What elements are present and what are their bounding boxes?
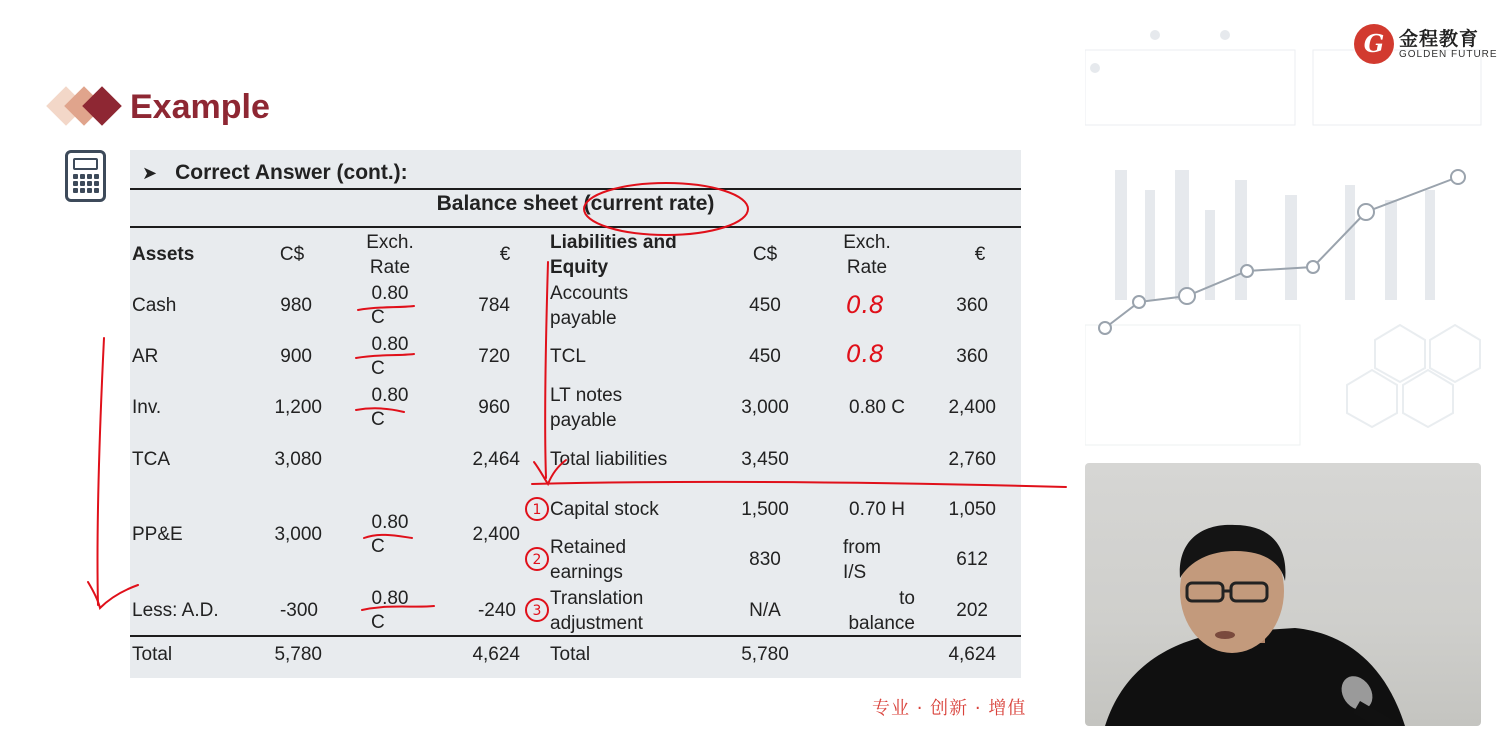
slide-title [44, 82, 270, 132]
liab-label-1: Accounts [550, 283, 629, 304]
handwritten-mark-3: 3 [532, 603, 542, 619]
liab-rate: 0.70 H [849, 499, 905, 520]
asset-label: Inv. [132, 397, 162, 418]
liab-label-1: Capital stock [550, 499, 659, 520]
asset-label: PP&E [132, 524, 183, 545]
asset-eur: 960 [478, 397, 510, 418]
asset-total-eur: 4,624 [472, 644, 520, 665]
asset-rate-top: 0.80 [371, 385, 409, 406]
liab-cs: 3,000 [741, 397, 789, 418]
handwritten-ap-rate: 0.8 [846, 291, 885, 319]
asset-total-label: Total [132, 644, 173, 665]
asset-label: TCA [132, 449, 170, 470]
liab-eur: 202 [956, 600, 988, 621]
assets-header-rate-2: Rate [369, 257, 411, 278]
liab-total-cs: 5,780 [741, 644, 789, 665]
divider-total [130, 635, 1021, 637]
liab-label-2: payable [550, 308, 617, 329]
liab-header-label-1: Liabilities and [550, 232, 677, 253]
asset-rate-top: 0.80 [371, 588, 409, 609]
liab-label-2: earnings [550, 562, 623, 583]
slide-title-text: Example [130, 87, 270, 126]
asset-eur: 720 [478, 346, 510, 367]
liab-eur: 1,050 [948, 499, 996, 520]
asset-label: Cash [132, 295, 177, 316]
liab-label-1: Total liabilities [550, 449, 668, 470]
divider-header [130, 226, 1021, 228]
liab-label-1: Retained [550, 537, 627, 558]
brand-logo [1354, 24, 1498, 64]
calculator-icon [65, 150, 106, 202]
assets-header-eur: € [499, 244, 511, 265]
liab-total-eur: 4,624 [948, 644, 996, 665]
liab-label-1: Translation [550, 588, 644, 609]
liab-cs: 450 [749, 346, 781, 367]
sheet-title: Balance sheet (current rate) [436, 192, 715, 215]
asset-rate-top: 0.80 [371, 512, 409, 533]
liab-cs: 3,450 [741, 449, 789, 470]
liab-header-rate-1: Exch. [843, 232, 891, 253]
arrow-bullet-icon: ➤ [142, 162, 158, 183]
liab-eur: 360 [956, 346, 988, 367]
assets-header-rate-1: Exch. [366, 232, 414, 253]
title-diamond-icon [44, 82, 128, 132]
liab-rate-1: to [899, 588, 915, 609]
liab-eur: 2,760 [948, 449, 996, 470]
asset-rate-top: 0.80 [371, 334, 409, 355]
liab-header-label-2: Equity [550, 257, 609, 278]
annotation-arrow [97, 338, 104, 605]
presenter-video [1085, 463, 1481, 726]
liab-cs: N/A [749, 600, 781, 621]
liab-cs: 830 [749, 549, 781, 570]
assets-header-cs: C$ [279, 244, 305, 265]
logo-english-text: GOLDEN FUTURE [1399, 48, 1498, 60]
liab-label-2: payable [550, 410, 617, 431]
asset-label: Less: A.D. [132, 600, 219, 621]
liab-total-label: Total [550, 644, 591, 665]
handwritten-tcl-rate: 0.8 [846, 340, 885, 368]
balance-sheet-panel [130, 150, 1021, 678]
liab-header-cs: C$ [752, 244, 778, 265]
assets-header-label: Assets [132, 244, 195, 265]
liab-rate-2: I/S [843, 562, 867, 583]
asset-rate-bottom: C [371, 536, 385, 557]
asset-eur: 2,464 [472, 449, 520, 470]
liab-label-1: TCL [550, 346, 586, 367]
presenter-silhouette [1085, 463, 1481, 726]
liab-header-eur: € [974, 244, 986, 265]
liab-rate: 0.80 C [849, 397, 905, 418]
handwritten-mark-2: 2 [532, 552, 542, 568]
asset-label: AR [132, 346, 159, 367]
logo-chinese-text: 金程教育 [1399, 27, 1480, 50]
asset-total-cs: 5,780 [274, 644, 322, 665]
asset-cs: 980 [280, 295, 312, 316]
section-heading [142, 158, 408, 188]
divider-top [130, 188, 1021, 190]
asset-cs: 900 [280, 346, 312, 367]
asset-rate-bottom: C [371, 307, 385, 328]
asset-cs: -300 [279, 600, 318, 621]
asset-cs: 3,080 [274, 449, 322, 470]
asset-eur: -240 [477, 600, 516, 621]
decorative-background [1085, 20, 1485, 450]
logo-icon: G [1354, 24, 1394, 64]
liab-eur: 360 [956, 295, 988, 316]
asset-cs: 3,000 [274, 524, 322, 545]
asset-rate-bottom: C [371, 409, 385, 430]
asset-rate-bottom: C [371, 358, 385, 379]
asset-eur: 2,400 [472, 524, 520, 545]
liab-cs: 450 [749, 295, 781, 316]
liab-rate-1: from [843, 537, 881, 558]
liab-cs: 1,500 [741, 499, 789, 520]
liab-eur: 2,400 [948, 397, 996, 418]
asset-rate-top: 0.80 [371, 283, 409, 304]
liab-rate-2: balance [848, 613, 915, 634]
handwritten-mark-1: 1 [532, 502, 542, 518]
liab-label-1: LT notes [550, 385, 623, 406]
section-heading-text: Correct Answer (cont.): [175, 161, 408, 184]
liab-label-2: adjustment [550, 613, 643, 634]
liab-header-rate-2: Rate [846, 257, 888, 278]
liab-eur: 612 [956, 549, 988, 570]
asset-cs: 1,200 [274, 397, 322, 418]
asset-rate-bottom: C [371, 612, 385, 633]
slogan: 专业 · 创新 · 增值 [872, 698, 1027, 719]
asset-eur: 784 [478, 295, 510, 316]
